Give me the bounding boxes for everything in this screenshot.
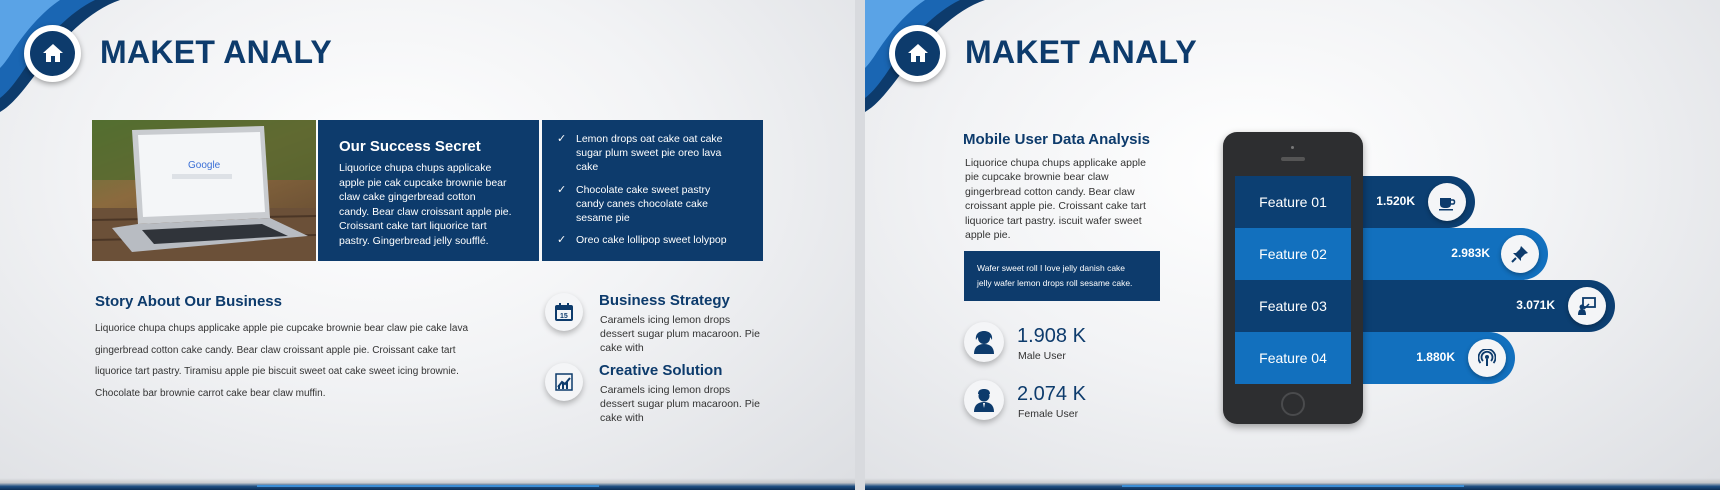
phone-camera xyxy=(1291,146,1294,149)
checklist-item xyxy=(557,183,753,226)
text-line: liquorice tart pastry. Tiramisu apple pie biscuit sweet oat cake sweet icing brownie. xyxy=(95,366,459,378)
text-line: apple pie. xyxy=(965,229,1011,242)
feature-01-label: Feature 01 xyxy=(1235,176,1351,228)
chart-icon xyxy=(555,373,573,391)
text-line: jelly wafer lemon drops roll sesame cake. xyxy=(977,278,1133,288)
text-line: Liquorice chupa chups applicake apple pie cupcake brownie bear claw pie cake lava xyxy=(95,323,469,334)
business-strategy-heading: Business Strategy xyxy=(599,292,730,309)
male-user-icon xyxy=(973,388,995,412)
text-line: gingerbread cotton cake candy. Bear claw croissant apple pie. Croissant cake tart xyxy=(95,344,456,356)
slide-title: MAKET ANALY xyxy=(965,34,1198,70)
feature-04-label: Feature 04 xyxy=(1235,332,1351,384)
text-line: claw cake gingerbread cotton xyxy=(339,191,476,204)
feature-02-value: 2.983K xyxy=(1451,246,1490,260)
check-icon: ✓ xyxy=(557,183,567,196)
calendar-icon xyxy=(555,303,573,321)
text-line: liquorice tart pastry. iscuit wafer sweet xyxy=(965,214,1142,227)
text-line: cake with xyxy=(600,412,644,424)
mobile-analysis-text xyxy=(965,156,1160,242)
home-icon xyxy=(42,42,64,64)
text-line: Chocolate cake sweet pastry xyxy=(576,183,711,196)
business-strategy-text xyxy=(600,313,775,355)
coffee-cup-icon xyxy=(1438,193,1456,211)
success-secret-box xyxy=(318,120,539,261)
text-line: Caramels icing lemon drops xyxy=(600,384,731,396)
text-line: Chocolate bar brownie carrot cake bear claw muffin. xyxy=(95,387,326,399)
phone-speaker xyxy=(1281,157,1305,161)
creative-solution-icon-circle xyxy=(545,363,583,401)
success-text xyxy=(339,161,519,249)
text-line: candy canes chocolate cake xyxy=(576,197,708,210)
female-user-icon xyxy=(973,330,995,354)
text-line: Liquorice chupa chups applicake xyxy=(339,162,492,174)
text-line: Croissant cake tart liquorice tart xyxy=(339,220,487,233)
text-line: pastry. Gingerbread jelly soufflé. xyxy=(339,234,489,247)
creative-solution-heading: Creative Solution xyxy=(599,362,723,379)
feature-04-value: 1.880K xyxy=(1416,350,1455,364)
slide-title: MAKET ANALY xyxy=(100,34,333,70)
text-line: apple pie cak cupcake brownie bear xyxy=(339,176,507,189)
laptop-photo xyxy=(92,120,316,261)
home-button[interactable] xyxy=(889,25,946,82)
text-line: cake with xyxy=(600,342,644,354)
male-user-label: Male User xyxy=(1018,350,1066,362)
feature-01-value: 1.520K xyxy=(1376,194,1415,208)
text-line: pie cupcake brownie bear claw xyxy=(965,171,1109,184)
success-heading: Our Success Secret xyxy=(339,138,481,155)
feature-02-bar xyxy=(1345,228,1548,280)
text-line: candy. Bear claw croissant apple pie. xyxy=(339,205,512,218)
text-line: Caramels icing lemon drops xyxy=(600,314,731,326)
business-strategy-icon-circle xyxy=(545,293,583,331)
feature-03-bar xyxy=(1345,280,1615,332)
broadcast-icon xyxy=(1478,349,1496,367)
mobile-analysis-heading: Mobile User Data Analysis xyxy=(963,131,1151,148)
feature-03-icon-circle xyxy=(1568,287,1606,325)
phone-home-button xyxy=(1281,392,1305,416)
home-button[interactable] xyxy=(24,25,81,82)
check-icon: ✓ xyxy=(557,133,567,145)
slide-market-analysis-2 xyxy=(865,0,1720,490)
feature-04-bar xyxy=(1345,332,1515,384)
wafer-quote-box xyxy=(964,251,1160,301)
text-line: Lemon drops oat cake oat cake xyxy=(576,133,723,145)
feature-01-icon-circle xyxy=(1428,183,1466,221)
female-user-value: 2.074 K xyxy=(1017,383,1086,405)
text-line: dessert sugar plum macaroon. Pie xyxy=(600,328,760,340)
story-text xyxy=(95,318,515,404)
bottom-accent-bar xyxy=(0,478,855,490)
feature-02-label: Feature 02 xyxy=(1235,228,1351,280)
feature-01-bar xyxy=(1345,176,1475,228)
text-line: cake xyxy=(576,161,599,174)
check-icon: ✓ xyxy=(557,234,567,247)
text-line: croissant apple pie. Croissant cake tart xyxy=(965,200,1146,213)
text-line: Liquorice chupa chups applicake apple xyxy=(965,157,1146,169)
slide-market-analysis-1 xyxy=(0,0,855,490)
feature-03-label: Feature 03 xyxy=(1235,280,1351,332)
female-user-label: Female User xyxy=(1018,408,1079,420)
feature-02-icon-circle xyxy=(1501,235,1539,273)
text-line: gingerbread cotton candy. Bear claw xyxy=(965,185,1135,198)
story-heading: Story About Our Business xyxy=(95,293,282,310)
male-user-icon-circle xyxy=(964,322,1004,362)
presentation-icon xyxy=(1578,297,1596,315)
feature-04-icon-circle xyxy=(1468,339,1506,377)
text-line: sugar plum sweet pie oreo lava xyxy=(576,147,722,160)
text-line: dessert sugar plum macaroon. Pie xyxy=(600,398,760,410)
male-user-value: 1.908 K xyxy=(1017,325,1086,347)
home-icon xyxy=(907,42,929,64)
female-user-icon-circle xyxy=(964,380,1004,420)
text-line: sesame pie xyxy=(576,212,630,225)
pin-icon xyxy=(1511,245,1529,263)
svg-text:15: 15 xyxy=(560,313,568,320)
svg-text:Google: Google xyxy=(188,160,221,171)
checklist-item xyxy=(557,132,753,175)
checklist-box xyxy=(542,120,763,261)
creative-solution-text xyxy=(600,383,775,425)
text-line: Wafer sweet roll I love jelly danish cake xyxy=(977,263,1126,273)
bottom-accent-bar xyxy=(865,478,1720,490)
text-line: Oreo cake lollipop sweet lolypop xyxy=(576,234,727,247)
feature-03-value: 3.071K xyxy=(1516,298,1555,312)
checklist-item xyxy=(557,233,753,247)
